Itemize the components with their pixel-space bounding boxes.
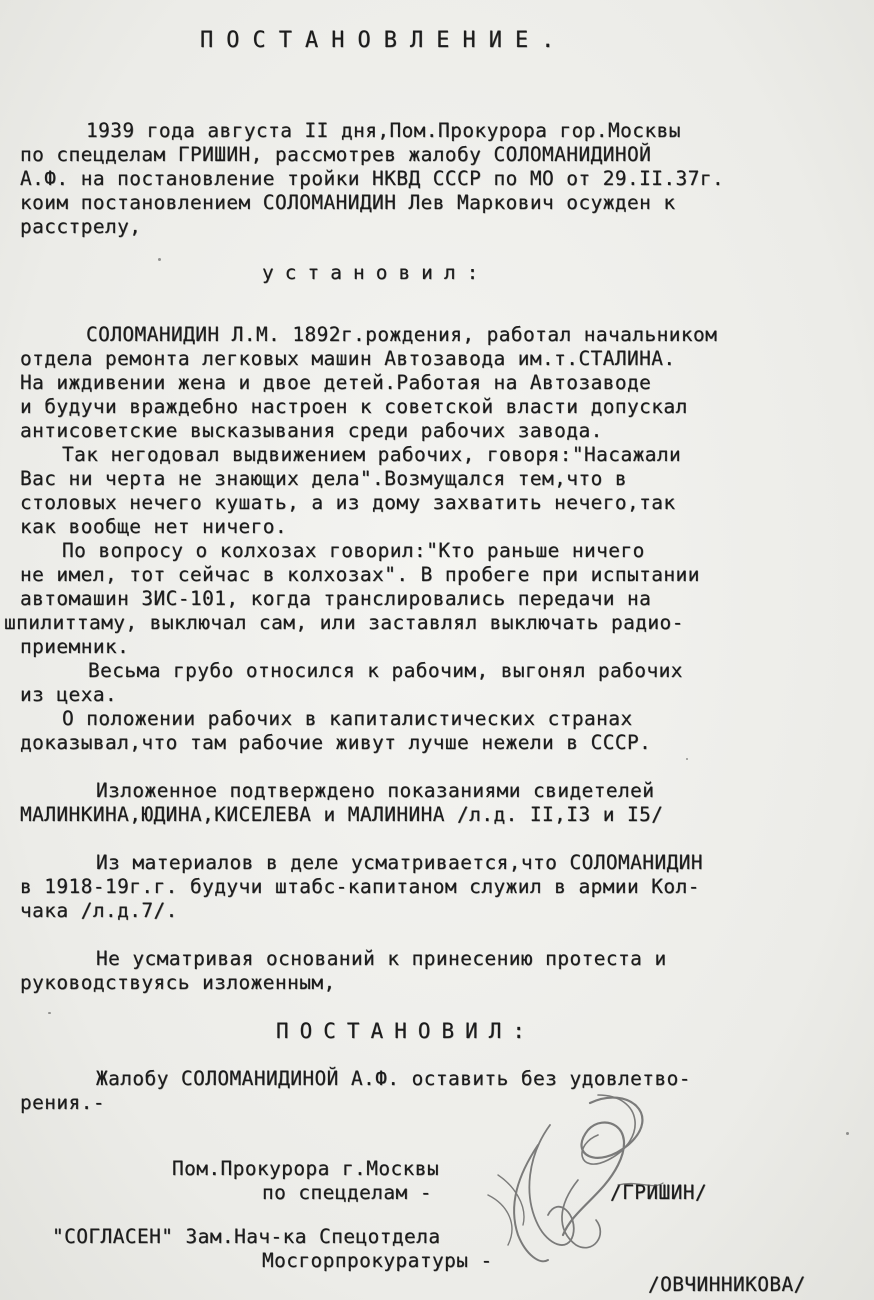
prosecutor-title: Пом.Прокурора г.Москвы xyxy=(172,1157,440,1180)
intro-line: расстрелу, xyxy=(20,215,142,238)
evidence-line: Изложенное подтверждено показаниями свидетелей xyxy=(96,779,655,802)
heading-established: установил: xyxy=(262,261,490,284)
past-line: чака /л.д.7/. xyxy=(20,899,178,922)
body-line: и будучи враждебно настроен к советской власти допускал xyxy=(20,395,688,418)
body-line: доказывал,что там рабочие живут лучше нежели в СССР. xyxy=(20,731,652,754)
reasoning-line: руководствуясь изложенным, xyxy=(20,971,336,994)
body-line: СОЛОМАНИДИН Л.М. 1892г.рождения, работал начальником xyxy=(86,323,718,346)
past-line: в 1918-19г.г. будучи штабс-капитаном служил в армии Кол- xyxy=(20,875,700,898)
heading-resolved: ПОСТАНОВИЛ: xyxy=(276,1019,537,1043)
paper-speck xyxy=(686,758,688,760)
document-title: ПОСТАНОВЛЕНИЕ. xyxy=(200,28,568,53)
body-line: Вас ни черта не знающих дела".Возмущался тем,что в xyxy=(20,467,627,490)
agreed-name: /ОВЧИННИКОВА/ xyxy=(648,1273,806,1296)
body-line: приемник. xyxy=(20,635,130,658)
body-line: На иждивении жена и двое детей.Работая на Автозаводе xyxy=(20,371,652,394)
body-line: как вообще нет ничего. xyxy=(20,515,288,538)
paper-speck xyxy=(158,258,161,261)
body-line: По вопросу о колхозах говорил:"Кто раньше ничего xyxy=(62,539,645,562)
paper-speck xyxy=(846,1132,849,1135)
intro-line: 1939 года августа II дня,Пом.Прокурора гор.Москвы xyxy=(86,119,681,142)
body-line: Весьма грубо относился к рабочим, выгонял рабочих xyxy=(88,659,683,682)
intro-line: А.Ф. на постановление тройки НКВД СССР по МО от 29.II.37г. xyxy=(20,167,725,190)
prosecutor-name: /ГРИШИН/ xyxy=(610,1181,708,1204)
prosecutor-title: по спецделам - xyxy=(262,1181,432,1204)
past-line: Из материалов в деле усматривается,что СОЛОМАНИДИН xyxy=(96,851,703,874)
handwritten-signature xyxy=(478,1085,678,1275)
body-line: Так негодовал выдвижением рабочих, говоря:"Насажали xyxy=(62,443,682,466)
body-line: отдела ремонта легковых машин Автозавода им.т.СТАЛИНА. xyxy=(20,347,676,370)
agreed-line: "СОГЛАСЕН" Зам.Нач-ка Спецотдела xyxy=(52,1225,441,1248)
agreed-org: Мосгорпрокуратуры - xyxy=(262,1249,493,1272)
body-line: из цеха. xyxy=(20,683,118,706)
paper-speck xyxy=(48,1012,51,1014)
body-line: не имел, тот сейчас в колхозах". В пробеге при испытании xyxy=(20,563,700,586)
resolution-line: рения.- xyxy=(20,1091,105,1114)
intro-line: коим постановлением СОЛОМАНИДИН Лев Маркович осужден к xyxy=(20,191,676,214)
resolution-line: Жалобу СОЛОМАНИДИНОЙ А.Ф. оставить без удовлетво- xyxy=(96,1067,691,1090)
body-line: столовых нечего кушать, а из дому захватить нечего,так xyxy=(20,491,676,514)
body-line: антисоветские высказывания среди рабочих завода. xyxy=(20,419,603,442)
body-line: автомашин ЗИС-101, когда транслировались передачи на xyxy=(20,587,652,610)
body-line: шпилиттаму, выключал сам, или заставлял выключать радио- xyxy=(4,611,684,634)
intro-line: по спецделам ГРИШИН, рассмотрев жалобу СОЛОМАНИДИНОЙ xyxy=(20,143,652,166)
body-line: О положении рабочих в капиталистических странах xyxy=(62,707,633,730)
reasoning-line: Не усматривая оснований к принесению протеста и xyxy=(96,947,667,970)
evidence-line: МАЛИНКИНА,ЮДИНА,КИСЕЛЕВА и МАЛИНИНА /л.д. II,I3 и I5/ xyxy=(20,803,664,826)
